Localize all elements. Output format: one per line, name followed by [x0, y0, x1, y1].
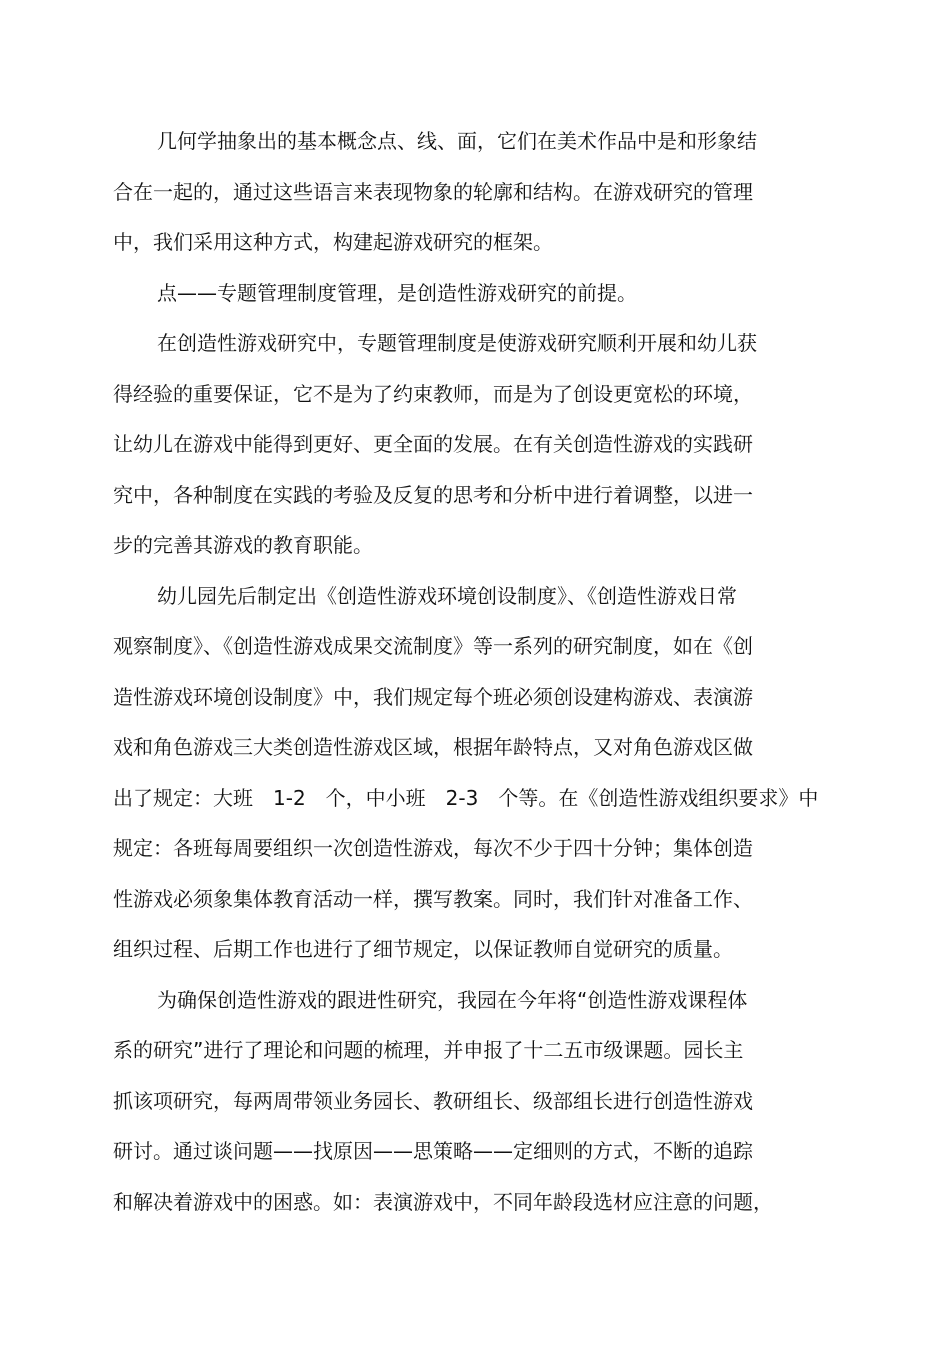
- text-line: 研讨。通过谈问题——找原因——思策略——定细则的方式，不断的追踪: [113, 1139, 753, 1163]
- text-line: 在创造性游戏研究中，专题管理制度是使游戏研究顺利开展和幼儿获: [157, 331, 757, 355]
- text-line: 得经验的重要保证，它不是为了约束教师，而是为了创设更宽松的环境，: [113, 381, 753, 406]
- text-line: 幼儿园先后制定出《创造性游戏环境创设制度》、《创造性游戏日常: [157, 583, 737, 608]
- text-line: 系的研究”进行了理论和问题的梳理，并申报了十二五市级课题。园长主: [113, 1038, 744, 1062]
- text-line: 为确保创造性游戏的跟进性研究，我园在今年将“创造性游戏课程体: [157, 987, 748, 1012]
- text-line: 合在一起的，通过这些语言来表现物象的轮廓和结构。在游戏研究的管理: [113, 179, 753, 204]
- text-line: 几何学抽象出的基本概念点、线、面，它们在美术作品中是和形象结: [157, 129, 757, 153]
- text-line: 出了规定：大班 1-2 个，中小班 2-3 个等。在《创造性游戏组织要求》中: [113, 785, 819, 810]
- text-line: 戏和角色游戏三大类创造性游戏区域，根据年龄特点，又对角色游戏区做: [113, 735, 753, 759]
- body-text: [113, 122, 833, 1233]
- text-line: 抓该项研究，每两周带领业务园长、教研组长、级部组长进行创造性游戏: [113, 1088, 753, 1113]
- text-line: 组织过程、后期工作也进行了细节规定，以保证教师自觉研究的质量。: [113, 937, 733, 961]
- text-line: 让幼儿在游戏中能得到更好、更全面的发展。在有关创造性游戏的实践研: [113, 432, 753, 456]
- text-line: 究中，各种制度在实践的考验及反复的思考和分析中进行着调整，以进一: [113, 482, 753, 507]
- text-line: 性游戏必须象集体教育活动一样，撰写教案。同时，我们针对准备工作、: [113, 886, 753, 911]
- text-line: 观察制度》、《创造性游戏成果交流制度》等一系列的研究制度，如在《创: [113, 634, 753, 658]
- text-line: 造性游戏环境创设制度》中，我们规定每个班必须创设建构游戏、表演游: [113, 684, 753, 709]
- text-line: 规定：各班每周要组织一次创造性游戏，每次不少于四十分钟；集体创造: [113, 836, 753, 860]
- text-line: 和解决着游戏中的困惑。如：表演游戏中，不同年龄段选材应注意的问题，: [113, 1189, 773, 1214]
- text-line: 步的完善其游戏的教育职能。: [113, 533, 373, 557]
- text-line: 中，我们采用这种方式，构建起游戏研究的框架。: [113, 230, 553, 254]
- section-heading: 点——专题管理制度管理，是创造性游戏研究的前提。: [157, 280, 637, 305]
